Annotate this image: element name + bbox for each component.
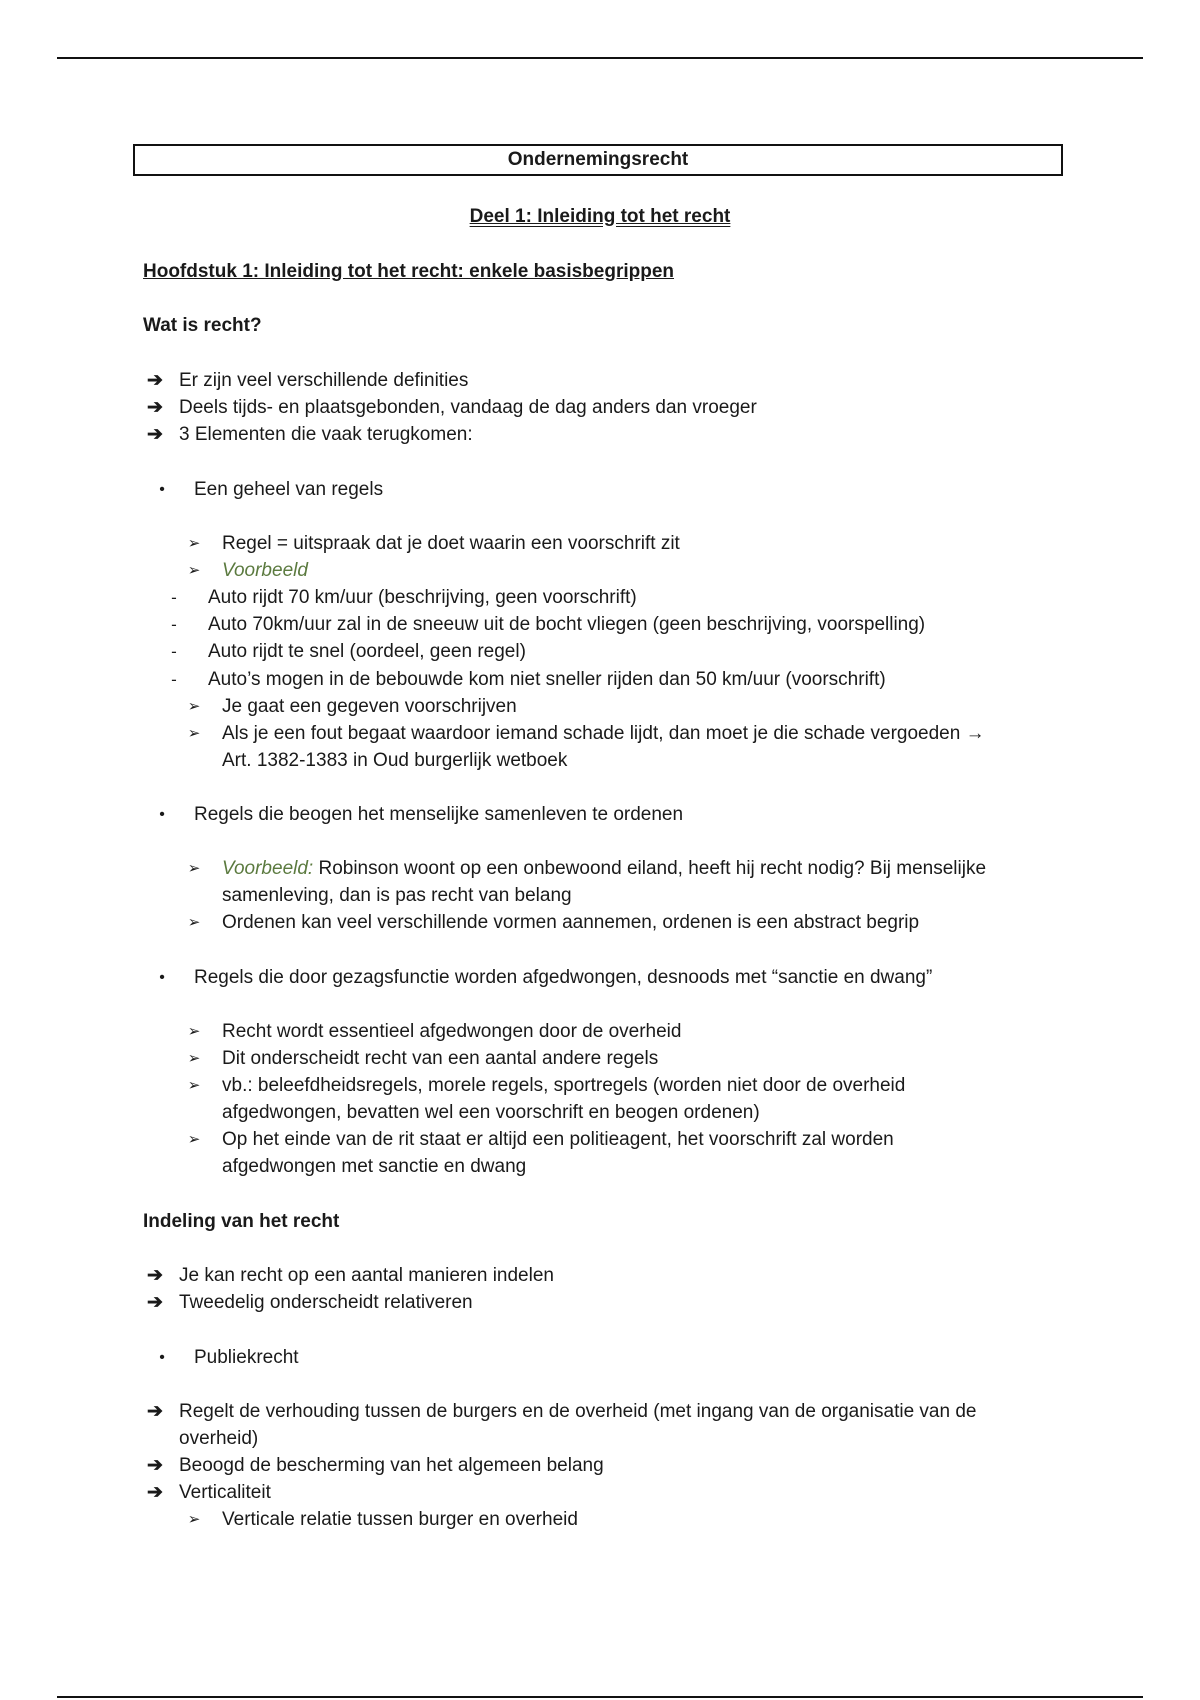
bullet-item-element1: Een geheel van regels [194,479,384,500]
bullet-icon: • [159,806,165,823]
part-heading: Deel 1: Inleiding tot het recht [469,206,731,227]
triangle-bullet-icon: ➢ [187,698,201,715]
list-item: Verticaliteit [179,1482,271,1503]
arrow-icon: ➔ [147,1265,163,1286]
dash-icon: - [171,670,177,689]
triangle-bullet-icon: ➢ [187,1023,201,1040]
dash-item: Auto rijdt te snel (oordeel, geen regel) [208,641,526,662]
sub-item: vb.: beleefdheidsregels, morele regels, sportregels (worden niet door de overheid [222,1075,906,1096]
dash-item: Auto’s mogen in de bebouwde kom niet sneller rijden dan 50 km/uur (voorschrift) [208,669,886,690]
list-item: Beoogd de bescherming van het algemeen belang [179,1455,604,1476]
sub-item: Dit onderscheidt recht van een aantal andere regels [222,1048,659,1069]
sub-item-continuation: afgedwongen met sanctie en dwang [222,1156,527,1177]
arrow-icon: ➔ [147,424,163,445]
triangle-bullet-icon: ➢ [187,1131,201,1148]
sub-item: Als je een fout begaat waardoor iemand schade lijdt, dan moet je die schade vergoeden → [222,723,985,744]
dash-item: Auto 70km/uur zal in de sneeuw uit de bocht vliegen (geen beschrijving, voorspelling) [208,614,926,635]
sub-item: Ordenen kan veel verschillende vormen aannemen, ordenen is een abstract begrip [222,912,920,933]
document-title: Ondernemingsrecht [133,144,1063,176]
sub-item: Op het einde van de rit staat er altijd een politieagent, het voorschrift zal worden [222,1129,894,1150]
arrow-icon: ➔ [147,397,163,418]
triangle-bullet-icon: ➢ [187,914,201,931]
bullet-icon: • [159,969,165,986]
arrow-icon: ➔ [147,1482,163,1503]
triangle-bullet-icon: ➢ [187,1050,201,1067]
list-item-continuation: overheid) [179,1428,259,1449]
dash-icon: - [171,588,177,607]
list-item: Er zijn veel verschillende definities [179,370,469,391]
sub-item: Recht wordt essentieel afgedwongen door de overheid [222,1021,682,1042]
sub-item: Je gaat een gegeven voorschrijven [222,696,517,717]
bullet-icon: • [159,481,165,498]
example-label: Voorbeeld [222,560,308,581]
bullet-item-element2: Regels die beogen het menselijke samenleven te ordenen [194,804,684,825]
sub-item [222,857,986,881]
sub-item-continuation: Art. 1382-1383 in Oud burgerlijk wetboek [222,750,568,771]
triangle-bullet-icon: ➢ [187,562,201,579]
example-label: Voorbeeld: [222,858,314,879]
arrow-icon: ➔ [147,370,163,391]
section-heading-classification: Indeling van het recht [143,1211,340,1232]
bullet-icon: • [159,1349,165,1366]
sub-item-continuation: afgedwongen, bevatten wel een voorschrift en beogen ordenen) [222,1102,760,1123]
triangle-bullet-icon: ➢ [187,860,201,877]
bullet-item-element3: Regels die door gezagsfunctie worden afgedwongen, desnoods met “sanctie en dwang” [194,967,933,988]
arrow-icon: ➔ [147,1455,163,1476]
footer-rule [57,1696,1143,1698]
list-item: Tweedelig onderscheidt relativeren [179,1292,473,1313]
list-item: Regelt de verhouding tussen de burgers en de overheid (met ingang van de organisatie van de [179,1401,977,1422]
dash-icon: - [171,642,177,661]
triangle-bullet-icon: ➢ [187,1077,201,1094]
chapter-heading: Hoofdstuk 1: Inleiding tot het recht: enkele basisbegrippen [143,261,675,282]
header-rule [57,57,1143,59]
sub-item: Regel = uitspraak dat je doet waarin een voorschrift zit [222,533,680,554]
triangle-bullet-icon: ➢ [187,1511,201,1528]
triangle-bullet-icon: ➢ [187,535,201,552]
arrow-icon: ➔ [147,1292,163,1313]
sub-item-continuation: samenleving, dan is pas recht van belang [222,885,572,906]
triangle-bullet-icon: ➢ [187,725,201,742]
bullet-item-public-law: Publiekrecht [194,1347,299,1368]
list-item: Deels tijds- en plaatsgebonden, vandaag de dag anders dan vroeger [179,397,757,418]
list-item: 3 Elementen die vaak terugkomen: [179,424,473,445]
dash-icon: - [171,615,177,634]
arrow-icon: ➔ [147,1401,163,1422]
dash-item: Auto rijdt 70 km/uur (beschrijving, geen voorschrift) [208,587,637,608]
list-item: Je kan recht op een aantal manieren indelen [179,1265,554,1286]
section-heading-what-is-law: Wat is recht? [143,315,262,336]
sub-item: Verticale relatie tussen burger en overheid [222,1509,578,1530]
example-text: Robinson woont op een onbewoond eiland, heeft hij recht nodig? Bij menselijke [313,858,987,879]
